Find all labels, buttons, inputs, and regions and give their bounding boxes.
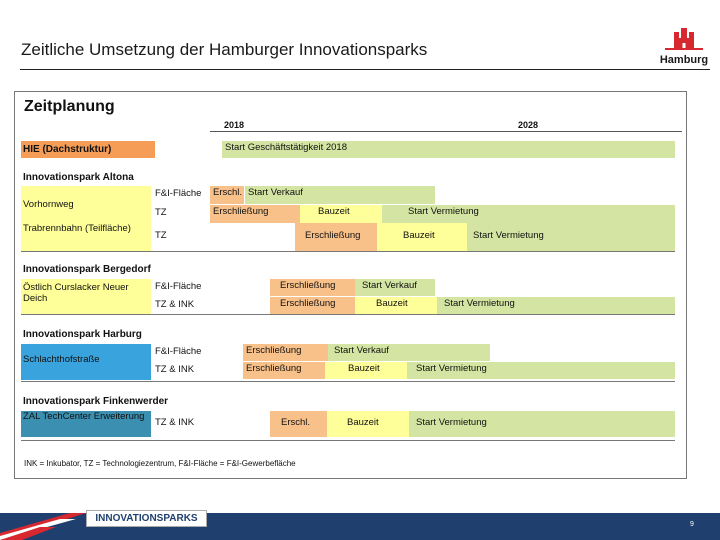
castle-icon (655, 26, 713, 54)
bar-start-vermietung: Start Vermietung (437, 297, 675, 314)
row-separator (21, 440, 675, 441)
bar-start-verkauf: Start Verkauf (245, 186, 435, 204)
bar-bauzeit: Bauzeit (327, 411, 409, 437)
type-label: TZ & INK (155, 364, 195, 375)
chart-heading: Zeitplanung (24, 98, 115, 115)
brand-stripes-icon (0, 505, 100, 540)
bar-erschliessung: Erschließung (210, 205, 300, 223)
row-separator (21, 251, 675, 252)
slide-title: Zeitliche Umsetzung der Hamburger Innovationsparks (21, 40, 428, 59)
bar-erschliessung: Erschließung (270, 279, 355, 296)
type-label: TZ & INK (155, 417, 195, 428)
bar-bauzeit: Bauzeit (300, 205, 382, 223)
site-vorhornweg: Vorhornweg (21, 186, 151, 226)
bar-start-verkauf: Start Verkauf (355, 279, 435, 296)
type-label: TZ & INK (155, 299, 195, 310)
group-title-altona: Innovationspark Altona (23, 172, 134, 183)
title-divider (20, 69, 710, 70)
group-title-bergedorf: Innovationspark Bergedorf (23, 264, 151, 275)
site-trabrennbahn: Trabrennbahn (Teilfläche) (21, 223, 151, 251)
hamburg-logo (655, 26, 713, 66)
footer-section-label: INNOVATIONSPARKS (86, 510, 207, 527)
row-separator (21, 314, 675, 315)
type-label: TZ (155, 230, 167, 241)
bar-start-vermietung: Start Vermietung (467, 223, 675, 251)
row-separator (21, 381, 675, 382)
bar-start-vermietung: Start Vermietung (407, 362, 675, 379)
hie-bar: Start Geschäftstätigkeit 2018 (222, 141, 675, 158)
hie-label: HIE (Dachstruktur) (21, 141, 155, 158)
type-label: TZ (155, 207, 167, 218)
bar-erschliessung: Erschließung (295, 223, 377, 251)
bar-bauzeit: Bauzeit (355, 297, 437, 314)
site-schlachthofstrasse: Schlachthofstraße (21, 344, 151, 380)
bar-erschliessung: Erschließung (243, 344, 328, 361)
site-zal-techcenter: ZAL TechCenter Erweiterung (21, 411, 151, 437)
year-start-label: 2018 (224, 120, 245, 130)
bar-start-vermietung: Start Vermietung (409, 411, 675, 437)
type-label: F&I-Fläche (155, 281, 202, 292)
group-title-harburg: Innovationspark Harburg (23, 329, 142, 340)
bar-erschliessung: Erschl. (210, 186, 244, 204)
bar-erschliessung: Erschl. (270, 411, 327, 437)
logo-wordmark: Hamburg (659, 54, 709, 66)
bar-bauzeit: Bauzeit (325, 362, 407, 379)
timeline-axis (210, 131, 682, 132)
bar-start-verkauf: Start Verkauf (328, 344, 490, 361)
page-number: 9 (690, 521, 694, 528)
bar-bauzeit: Bauzeit (377, 223, 467, 251)
bar-start-vermietung: Start Vermietung (382, 205, 675, 223)
year-end-label: 2028 (518, 120, 539, 130)
bar-erschliessung: Erschließung (243, 362, 325, 379)
legend-footnote: INK = Inkubator, TZ = Technologiezentrum, F&I-Fläche = F&I-Gewerbefläche (24, 459, 296, 468)
type-label: F&I-Fläche (155, 346, 202, 357)
site-curslacker-deich: Östlich Curslacker Neuer Deich (21, 279, 151, 314)
type-label: F&I-Fläche (155, 188, 202, 199)
bar-erschliessung: Erschließung (270, 297, 355, 314)
group-title-finkenwerder: Innovationspark Finkenwerder (23, 396, 169, 407)
